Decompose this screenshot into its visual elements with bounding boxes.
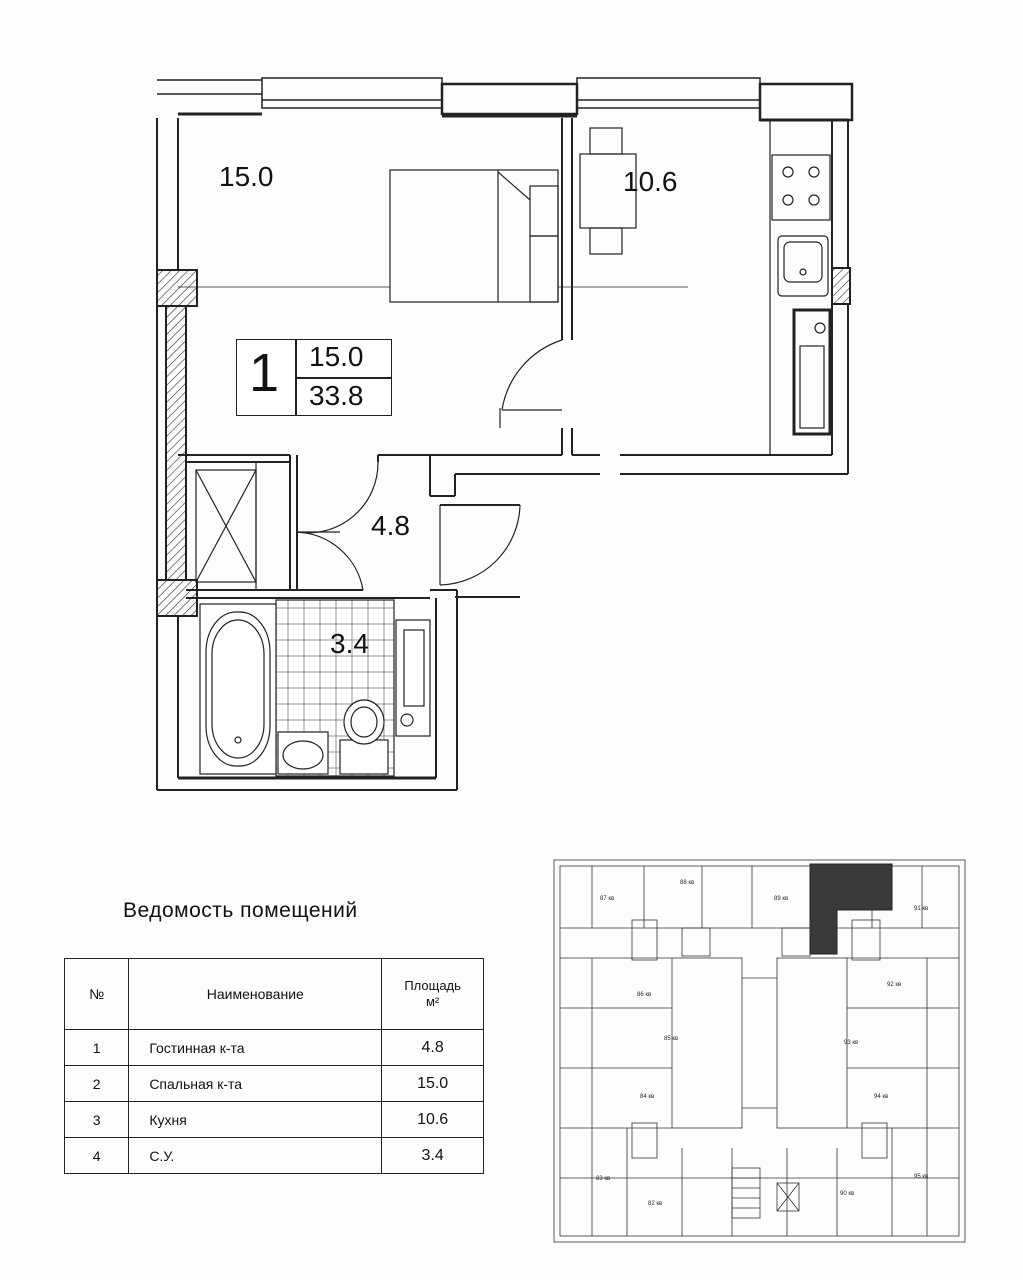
right-wall xyxy=(832,120,850,474)
header-name: Наименование xyxy=(129,959,382,1030)
unit-label: 90 кв xyxy=(840,1191,855,1197)
header-area-unit: м² xyxy=(425,994,440,1009)
row-name: Кухня xyxy=(129,1102,382,1138)
unit-label: 88 кв xyxy=(680,880,695,886)
table-row xyxy=(65,1030,484,1066)
row-num: 2 xyxy=(65,1066,129,1102)
row-name: С.У. xyxy=(129,1138,382,1174)
unit-label: 85 кв xyxy=(664,1036,679,1042)
row-num: 4 xyxy=(65,1138,129,1174)
kitchen-area-label: 10.6 xyxy=(623,166,678,197)
wardrobe xyxy=(196,462,256,590)
row-name: Спальная к-та xyxy=(129,1066,382,1102)
unit-label: 92 кв xyxy=(887,982,902,988)
table-row xyxy=(65,1102,484,1138)
table-header-row xyxy=(65,959,484,1030)
unit-label: 87 кв xyxy=(600,896,615,902)
row-num: 3 xyxy=(65,1102,129,1138)
key-plan-drawing xyxy=(552,858,967,1244)
bedroom-area-label: 15.0 xyxy=(219,161,274,192)
hall-area-label: 4.8 xyxy=(371,510,410,541)
row-name: Гостинная к-та xyxy=(129,1030,382,1066)
apartment-summary-box xyxy=(236,339,392,416)
key-plan xyxy=(552,858,967,1244)
row-area: 10.6 xyxy=(382,1102,484,1138)
bathroom-area-label: 3.4 xyxy=(330,628,369,659)
bathroom-fixtures xyxy=(200,600,430,776)
header-area xyxy=(382,959,484,1030)
unit-label: 86 кв xyxy=(637,992,652,998)
kitchen-units xyxy=(770,120,830,455)
row-area: 15.0 xyxy=(382,1066,484,1102)
schedule-title: Ведомость помещений xyxy=(123,899,358,922)
unit-label: 89 кв xyxy=(774,896,789,902)
unit-label: 82 кв xyxy=(648,1201,663,1207)
row-num: 1 xyxy=(65,1030,129,1066)
rooms-count: 1 xyxy=(249,343,280,403)
living-area: 15.0 xyxy=(309,341,364,372)
table-row xyxy=(65,1138,484,1174)
total-area: 33.8 xyxy=(309,380,364,411)
table-row xyxy=(65,1066,484,1102)
header-num: № xyxy=(65,959,129,1030)
unit-label: 84 кв xyxy=(640,1094,655,1100)
unit-label: 95 кв xyxy=(914,1174,929,1180)
room-schedule-table xyxy=(64,958,484,1174)
row-area: 4.8 xyxy=(382,1030,484,1066)
unit-label: 94 кв xyxy=(874,1094,889,1100)
unit-label: 83 кв xyxy=(596,1176,611,1182)
summary-midline xyxy=(295,377,391,379)
top-window-wall xyxy=(157,78,852,120)
header-area-label: Площадь xyxy=(404,978,461,993)
unit-label: 93 кв xyxy=(844,1040,859,1046)
unit-label: 91 кв xyxy=(914,906,929,912)
row-area: 3.4 xyxy=(382,1138,484,1174)
